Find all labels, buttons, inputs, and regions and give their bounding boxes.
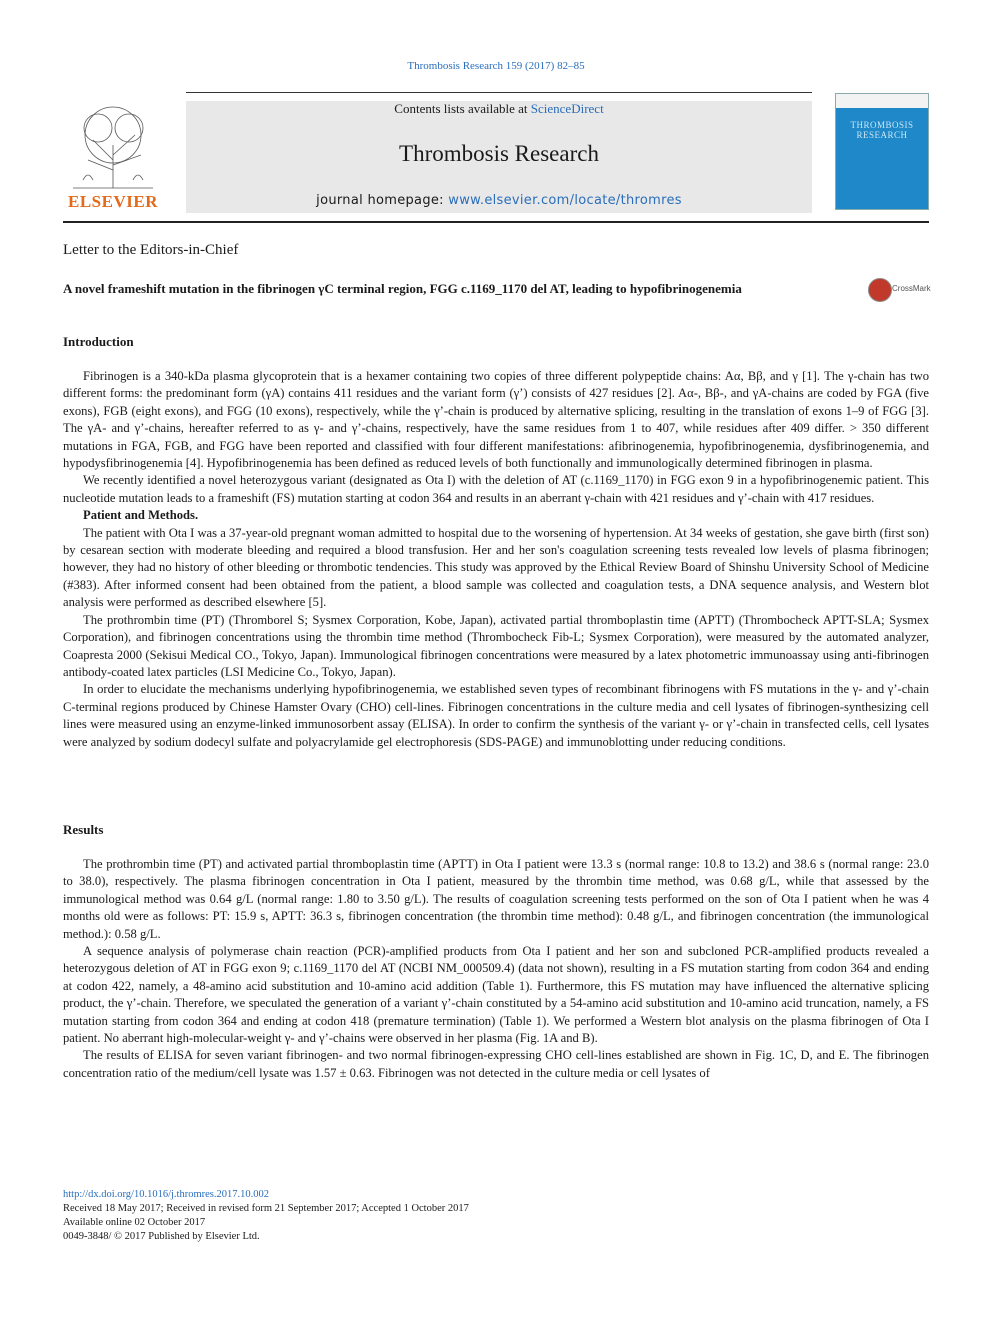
- crossmark-icon: [868, 278, 892, 302]
- publisher-name: ELSEVIER: [68, 192, 158, 211]
- sciencedirect-link[interactable]: ScienceDirect: [530, 101, 604, 116]
- results-heading: Results: [63, 822, 104, 837]
- header-bottom-rule: [63, 221, 929, 223]
- journal-title: Thrombosis Research: [399, 141, 599, 166]
- article-footer: [63, 1188, 663, 1244]
- paragraph: Fibrinogen is a 340-kDa plasma glycoprotein that is a hexamer containing two copies of three different polypeptide chains: Aα, Bβ, and γ [1]. The γ-chain has two different forms: the predominant form (γA) contains 411 residues and the variant form (γ’) consists of 427 residues [2]. Aα-, Bβ-, and γA-chains are coded by FGA (five exons), FGB (eight exons), and FGG (10 exons), respectively, while the γ’-chain is produced by alternative splicing, resulting in the translation of exons 1–9 of FGG [3]. The γA- and γ’-chains, hereafter referred to as γ- and γ’-chains, respectively, have the same residues from 1 to 407, while residues after 409 differ. > 350 different mutations in FGA, FGB, and FGG have been reported and classified with four different manifestations: afibrinogenemia, hypofibrinogenemia, dysfibrinogenemia, and hypodysfibrinogenemia [4]. Hypofibrinogenemia has been defined as reduced levels of both functionally and immunologically determined fibrinogen in plasma.: [63, 369, 929, 471]
- crossmark-badge[interactable]: [868, 278, 930, 302]
- journal-citation[interactable]: Thrombosis Research 159 (2017) 82–85: [407, 60, 585, 72]
- homepage-link[interactable]: www.elsevier.com/locate/thromres: [448, 193, 682, 208]
- body-results: [63, 856, 929, 1082]
- paragraph: We recently identified a novel heterozygous variant (designated as Ota I) with the deletion of AT (c.1169_1170) in FGG exon 9 in a hypofibrinogenemic patient. This nucleotide mutation leads to a frameshift (FS) mutation starting at codon 364 and results in an aberrant γ-chain with 421 residues and γ’-chain with 417 residues.: [63, 473, 929, 505]
- paragraph: In order to elucidate the mechanisms underlying hypofibrinogenemia, we established seven types of recombinant fibrinogens with FS mutations in the γ- and γ’-chain C-terminal regions produced by Chinese Hamster Ovary (CHO) cell-lines. Fibrinogen concentrations in the culture media and cell lysates of fibrinogen-synthesizing cell lines were measured using an enzyme-linked immunosorbent assay (ELISA). In order to confirm the synthesis of the variant γ- or γ’-chain in transfected cells, cell lysates were analyzed by sodium dodecyl sulfate and polyacrylamide gel electrophoresis (SDS-PAGE) and immunoblotting under reducing conditions.: [63, 682, 929, 749]
- body-intro-methods: [63, 368, 929, 751]
- introduction-heading: Introduction: [63, 334, 134, 349]
- paragraph: The prothrombin time (PT) (Thromborel S; Sysmex Corporation, Kobe, Japan), activated partial thromboplastin time (APTT) (Thrombocheck APTT-SLA; Sysmex Corporation), and fibrinogen concentrations using the thrombin time method (Thrombocheck Fib-L; Sysmex Corporation), were measured by the automated analyzer, Coapresta 2000 (Sekisui Medical CO., Tokyo, Japan). Immunological fibrinogen concentrations were measured by a latex photometric immunoassay using anti-fibrinogen antibody-coated latex particles (LSI Medicine Co., Tokyo, Japan).: [63, 612, 929, 679]
- homepage-line: journal homepage: www.elsevier.com/locate/thromres: [316, 193, 682, 208]
- methods-heading: Patient and Methods.: [83, 508, 199, 523]
- article-title: A novel frameshift mutation in the fibrinogen γC terminal region, FGG c.1169_1170 del AT, leading to hypofibrinogenemia: [63, 281, 742, 296]
- paragraph: The results of ELISA for seven variant fibrinogen- and two normal fibrinogen-expressing CHO cell-lines established are shown in Fig. 1C, D, and E. The fibrinogen concentration ratio of the medium/cell lysate was 1.57 ± 0.63. Fibrinogen was not detected in the culture media or cell lysates of: [63, 1048, 929, 1080]
- contents-line: Contents lists available at ScienceDirect: [394, 101, 604, 116]
- copyright: 0049-3848/ © 2017 Published by Elsevier Ltd.: [63, 1231, 260, 1242]
- journal-masthead: [186, 101, 812, 213]
- article-type: Letter to the Editors-in-Chief: [63, 242, 239, 258]
- crossmark-label: CrossMark: [892, 284, 931, 293]
- header-top-rule: [186, 92, 812, 93]
- paragraph: A sequence analysis of polymerase chain reaction (PCR)-amplified products from Ota I patient and her son and subcloned PCR-amplified products revealed a heterozygous deletion of AT in FGG exon 9; c.1169_1170 del AT (NCBI NM_000509.4) (data not shown), resulting in a FS mutation starting from codon 364 and ending at codon 422, namely, a 48-amino acid substitution and 10-amino acid addition (Table 1). Furthermore, this FS mutation may have influenced the alternative splicing product, the γ’-chain. Therefore, we speculated the generation of a variant γ’-chain constituted by a 54-amino acid substitution and 10-amino acid truncation, namely, a FS mutation starting from codon 364 and ending at codon 418 (premature termination) (Table 1). We performed a Western blot analysis on the plasma fibrinogen of Ota I patient. No aberrant high-molecular-weight γ- and γ’-chains were observed in her plasma (Fig. 1A and B).: [63, 944, 929, 1046]
- doi-link[interactable]: http://dx.doi.org/10.1016/j.thromres.2017.10.002: [63, 1189, 270, 1200]
- received-dates: Received 18 May 2017; Received in revised form 21 September 2017; Accepted 1 October 2017: [63, 1203, 469, 1214]
- cover-title: THROMBOSIS RESEARCH: [850, 120, 914, 140]
- cover-top-bar: [836, 94, 928, 108]
- paragraph: The prothrombin time (PT) and activated partial thromboplastin time (APTT) in Ota I patient were 13.3 s (normal range: 10.8 to 13.2) and 38.6 s (normal range: 23.0 to 38.0), respectively. The plasma fibrinogen concentration in Ota I patient, measured by the thrombin time method, was 0.68 g/L, while that assessed by the immunological method was 0.64 g/L (normal range: 1.80 to 3.50 g/L). The results of coagulation screening tests performed on the son of Ota I patient when he was 4 months old were as follows: PT: 15.9 s, APTT: 36.3 s, fibrinogen concentration (the thrombin time method): 0.48 g/L, and fibrinogen concentration (the immunological method.): 0.58 g/L.: [63, 857, 929, 941]
- available-online: Available online 02 October 2017: [63, 1217, 206, 1228]
- paragraph: The patient with Ota I was a 37-year-old pregnant woman admitted to hospital due to the worsening of hypertension. At 34 weeks of gestation, she gave birth (first son) by cesarean section with moderate bleeding and required a blood transfusion. Her and her son's coagulation screening tests revealed low levels of plasma fibrinogen; however, they had no history of other bleeding or thrombotic tendencies. This study was approved by the Ethical Review Board of Shinshu University School of Medicine (#383). After informed consent had been obtained from the patient, a blood sample was collected and coagulation tests, a DNA sequence analysis, and Western blot analysis were performed as described elsewhere [5].: [63, 525, 929, 610]
- journal-cover-thumbnail[interactable]: [835, 93, 929, 210]
